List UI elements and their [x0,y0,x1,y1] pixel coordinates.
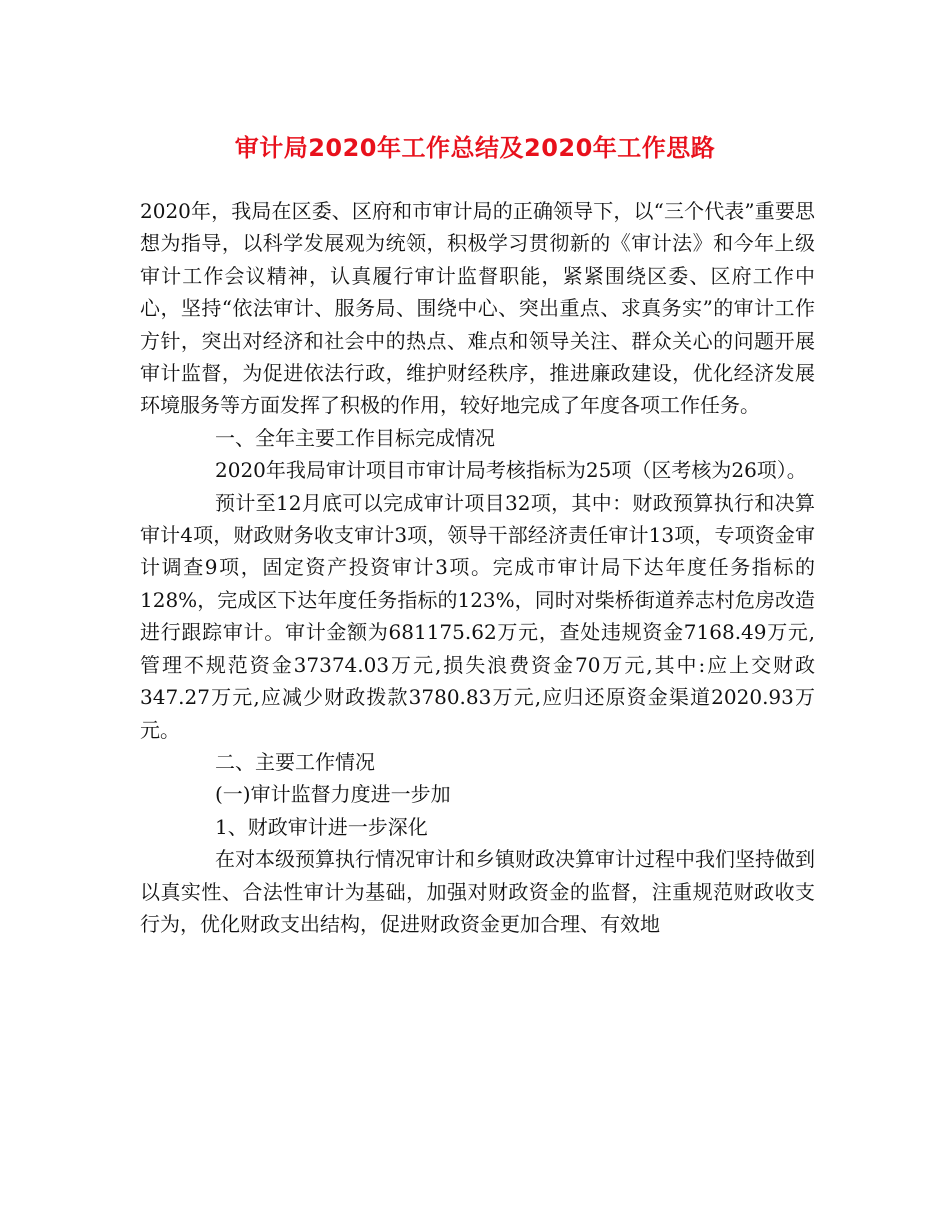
document-body [140,195,815,940]
section-heading-1: 一、全年主要工作目标完成情况 [215,425,495,450]
paragraph-intro: 2020年，我局在区委、区府和市审计局的正确领导下，以“三个代表”重要思想为指导，以科学发展观为统领，积极学习贯彻新的《审计法》和今年上级审计工作会议精神，认真履行审计监督职能，紧紧围绕区委、区府工作中心，坚持“依法审计、服务局、围绕中心、突出重点、求真务实”的审计工作方针，突出对经济和社会中的热点、难点和领导关注、群众关心的问题开展审计监督，为促进依法行政，维护财经秩序，推进廉政建设，优化经济发展环境服务等方面发挥了积极的作用，较好地完成了年度各项工作任务。 [140,199,815,418]
subsection-heading-1: (一)审计监督力度进一步加 [215,782,451,807]
paragraph-target: 2020年我局审计项目市审计局考核指标为25项（区考核为26项）。 [215,458,807,483]
paragraph-completion: 预计至12月底可以完成审计项目32项，其中：财政预算执行和决算审计4项，财政财务收支审计3项，领导干部经济责任审计13项，专项资金审计调查9项，固定资产投资审计3项。完成市审计局下达年度任务指标的128%，完成区下达年度任务指标的123%，同时对柴桥街道养志村危房改造进行跟踪审计。审计金额为681175.62万元，查处违规资金7168.49万元,管理不规范资金37374.03万元,损失浪费资金70万元,其中:应上交财政347.27万元,应减少财政拨款3780.83万元,应归还原资金渠道2020.93万元。 [140,490,815,742]
item-heading-1: 1、财政审计进一步深化 [215,814,428,839]
paragraph-finance-audit: 在对本级预算执行情况审计和乡镇财政决算审计过程中我们坚持做到以真实性、合法性审计为基础，加强对财政资金的监督，注重规范财政收支行为，优化财政支出结构，促进财政资金更加合理、有效地 [140,847,815,936]
document-title: 审计局2020年工作总结及2020年工作思路 [234,134,716,162]
section-heading-2: 二、主要工作情况 [215,749,375,774]
